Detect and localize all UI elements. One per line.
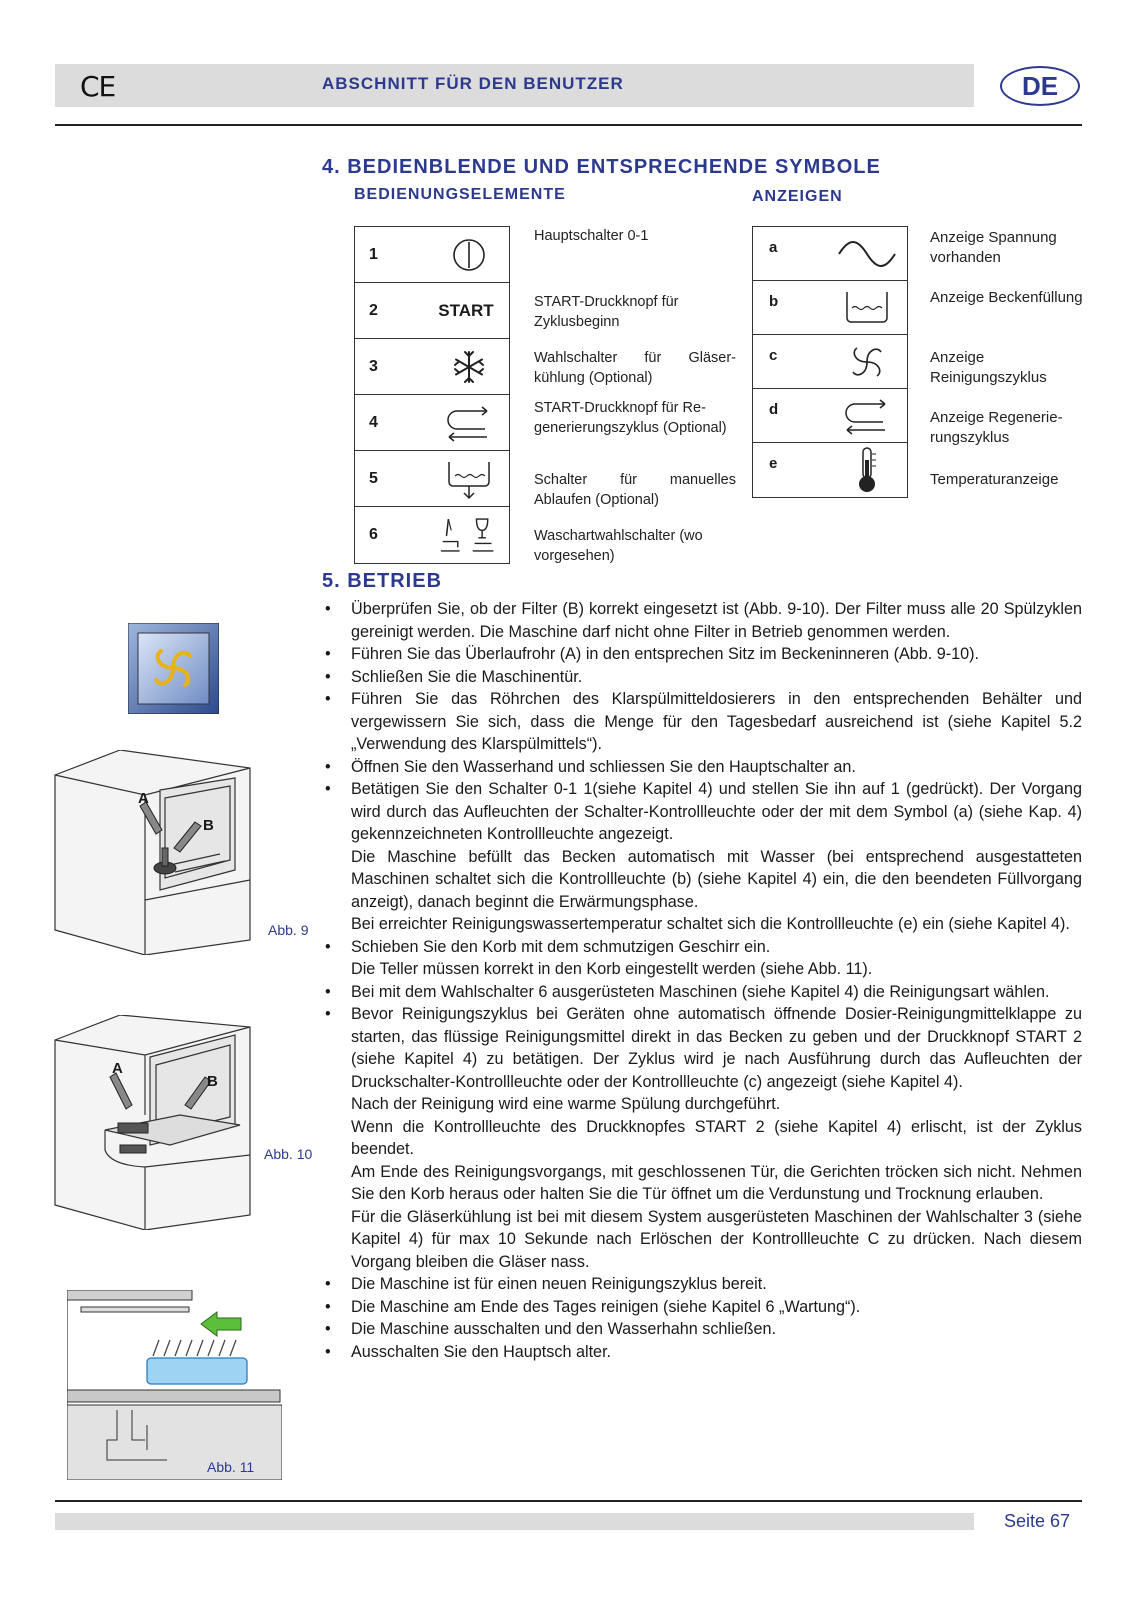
indicator-letter: e bbox=[769, 455, 778, 472]
control-number: 2 bbox=[369, 302, 378, 319]
list-item: Nach der Reinigung wird eine warme Spülung durchgeführt. bbox=[351, 1095, 781, 1113]
control-number: 5 bbox=[369, 470, 378, 487]
start-label: START bbox=[438, 301, 494, 320]
list-item: • Schließen Sie die Maschinentür. bbox=[322, 666, 1082, 689]
language-badge: DE bbox=[1000, 66, 1080, 106]
indicator-row-b bbox=[753, 281, 907, 335]
control-row-4 bbox=[355, 395, 509, 451]
controls-table bbox=[354, 226, 510, 564]
figure-10-marker-b: B bbox=[207, 1073, 218, 1090]
wash-cycle-button-picture bbox=[128, 623, 219, 714]
indicator-description: Temperaturanzeige bbox=[930, 471, 1059, 488]
footer-divider bbox=[55, 1500, 1082, 1502]
list-item: • Die Maschine ausschalten und den Wasserhahn schließen. bbox=[322, 1318, 1082, 1341]
indicators-table bbox=[752, 226, 908, 498]
list-item: • Öffnen Sie den Wasserhand und schliessen Sie den Hauptschalter an. bbox=[322, 756, 1082, 779]
snowflake-icon bbox=[439, 347, 499, 387]
list-item: • Überprüfen Sie, ob der Filter (B) korrekt eingesetzt ist (Abb. 9-10). Der Filter muss alle 20 Spülzyklen gereinigt werden. Die Maschine darf nicht ohne Filter in Betrieb genommen werden. bbox=[322, 598, 1082, 643]
indicator-row-c bbox=[753, 335, 907, 389]
control-description: START-Druckknopf für Zyklusbeginn bbox=[534, 294, 679, 330]
wash-cycle-icon bbox=[835, 341, 899, 383]
control-number: 1 bbox=[369, 246, 378, 263]
controls-heading: BEDIENUNGSELEMENTE bbox=[354, 186, 566, 203]
list-item: • Bei mit dem Wahlschalter 6 ausgerüsteten Maschinen (siehe Kapitel 4) die Reinigungsart wählen. bbox=[322, 981, 1082, 1004]
control-row-5 bbox=[355, 451, 509, 507]
indicator-description: Anzeige Beckenfüllung bbox=[930, 289, 1083, 306]
indicator-row-a bbox=[753, 227, 907, 281]
wash-type-icon bbox=[439, 515, 499, 555]
control-row-1 bbox=[355, 227, 509, 283]
list-item: • Schieben Sie den Korb mit dem schmutzigen Geschirr ein. bbox=[322, 936, 1082, 959]
list-item: • Führen Sie das Röhrchen des Klarspülmitteldosierers in den entsprechenden Behälter und vergewissern Sie sich, dass die Menge für den Tagesbedarf ausreichend ist (siehe Kapitel 5.2 „Verwendung des Klarspülmittels“). bbox=[322, 688, 1082, 756]
list-item: Bei erreichter Reinigungswassertemperatur schaltet sich die Kontrollleuchte (e) ein (siehe Kapitel 4). bbox=[351, 915, 1070, 933]
figure-10-drawing bbox=[50, 1015, 265, 1230]
control-number: 6 bbox=[369, 526, 378, 543]
control-number: 4 bbox=[369, 414, 378, 431]
indicator-letter: a bbox=[769, 239, 778, 256]
control-description: Wahlschalter für Gläser-kühlung (Optional) bbox=[534, 350, 736, 386]
list-item: Die Maschine befüllt das Becken automatisch mit Wasser (bei entsprechend ausgestatteten Maschinen schaltet sich die Kontrollleuchte (b) (siehe Kapitel 4) ein, die den beendeten Füllvorgang anzeigt), danach beginnt die Erwärmungsphase. bbox=[351, 847, 1082, 911]
figure-10-label: Abb. 10 bbox=[264, 1146, 313, 1162]
list-item: • Bevor Reinigungszyklus bei Geräten ohne automatisch öffnende Dosier-Reinigungmittelklappe zu starten, das flüssige Reinigungsmittel direkt in das Becken zu geben und der Druckknopf START 2 (siehe Kapitel 4) zu betätigen. Der Zyklus wird je nach Ausführung durch das Aufleuchten der Druckschalter-Kontrollleuchte oder der Kontrollleuchte (c) angezeigt (siehe Kapitel 4). bbox=[322, 1003, 1082, 1093]
list-item: • Ausschalten Sie den Hauptsch alter. bbox=[322, 1341, 1082, 1364]
figure-11-drawing bbox=[67, 1290, 282, 1480]
control-description: Waschartwahlschalter (wo vorgesehen) bbox=[534, 528, 703, 564]
section-4-title: 4. BEDIENBLENDE UND ENTSPRECHENDE SYMBOLE bbox=[322, 156, 881, 178]
ce-mark-icon: CE bbox=[80, 70, 116, 103]
power-switch-icon bbox=[439, 235, 499, 275]
operation-steps-list bbox=[322, 598, 1082, 1363]
indicator-row-d bbox=[753, 389, 907, 443]
tank-fill-icon bbox=[835, 287, 899, 329]
figure-9-marker-b: B bbox=[203, 817, 214, 834]
control-description: Schalter für manuelles Ablaufen (Optional) bbox=[534, 472, 736, 508]
indicator-description: Anzeige Spannung vorhanden bbox=[930, 229, 1057, 266]
header-title: ABSCHNITT FÜR DEN BENUTZER bbox=[322, 74, 624, 93]
control-description: START-Druckknopf für Re-generierungszyklus (Optional) bbox=[534, 400, 727, 436]
list-item: • Die Maschine ist für einen neuen Reinigungszyklus bereit. bbox=[322, 1273, 1082, 1296]
list-item: Am Ende des Reinigungsvorgangs, mit geschlossenen Tür, die Gerichten tröcken sich nicht. Nehmen Sie den Korb heraus oder halten Sie die Tür öffnet um die Verdunstung und Trocknung erlauben. bbox=[351, 1162, 1082, 1203]
list-item: Für die Gläserkühlung ist bei mit diesem System ausgerüsteten Maschinen der Wahlschalter 3 (siehe Kapitel 4) für max 10 Sekunde nach Erlöschen der Kontrollleuchte C zu drücken. Nach diesem Vorgang bleiben die Gläser nass. bbox=[351, 1207, 1082, 1271]
regeneration-icon bbox=[835, 395, 899, 437]
control-row-6 bbox=[355, 507, 509, 563]
thermometer-icon bbox=[835, 449, 899, 491]
indicators-heading: ANZEIGEN bbox=[752, 188, 843, 205]
header-divider bbox=[55, 124, 1082, 126]
control-description: Hauptschalter 0-1 bbox=[534, 228, 649, 244]
indicator-letter: c bbox=[769, 347, 778, 364]
figure-9-marker-a: A bbox=[138, 790, 149, 807]
figure-11-label: Abb. 11 bbox=[207, 1459, 255, 1475]
indicator-description: Anzeige Regenerie-rungszyklus bbox=[930, 409, 1063, 446]
figure-9-label: Abb. 9 bbox=[268, 922, 309, 938]
drain-icon bbox=[439, 459, 499, 499]
indicator-row-e bbox=[753, 443, 907, 497]
page-number: Seite 67 bbox=[1004, 1511, 1071, 1531]
control-row-2 bbox=[355, 283, 509, 339]
list-item: • Die Maschine am Ende des Tages reinigen (siehe Kapitel 6 „Wartung“). bbox=[322, 1296, 1082, 1319]
voltage-icon bbox=[835, 233, 899, 275]
list-item: Die Teller müssen korrekt in den Korb eingestellt werden (siehe Abb. 11). bbox=[351, 960, 873, 978]
figure-10-marker-a: A bbox=[112, 1060, 123, 1077]
list-item: • Führen Sie das Überlaufrohr (A) in den entsprechen Sitz im Beckeninneren (Abb. 9-10). bbox=[322, 643, 1082, 666]
footer-bar bbox=[55, 1513, 974, 1530]
indicator-description: Anzeige Reinigungszyklus bbox=[930, 349, 1047, 386]
control-row-3 bbox=[355, 339, 509, 395]
list-item: • Betätigen Sie den Schalter 0-1 1(siehe Kapitel 4) und stellen Sie ihn auf 1 (gedrückt). Der Vorgang wird durch das Aufleuchten der Schalter-Kontrollleuchte oder der mit dem Symbol (a) (siehe Kap. 4) gekennzeichneten Kontrollleuchte angezeigt. bbox=[322, 778, 1082, 846]
indicator-letter: d bbox=[769, 401, 779, 418]
regeneration-icon bbox=[439, 403, 499, 443]
indicator-letter: b bbox=[769, 293, 779, 310]
control-number: 3 bbox=[369, 358, 378, 375]
list-item: Wenn die Kontrollleuchte des Druckknopfes START 2 (siehe Kapitel 4) erlischt, ist der Zyklus beendet. bbox=[351, 1117, 1082, 1158]
section-5-title: 5. BETRIEB bbox=[322, 570, 443, 592]
figure-9-drawing bbox=[50, 750, 260, 955]
